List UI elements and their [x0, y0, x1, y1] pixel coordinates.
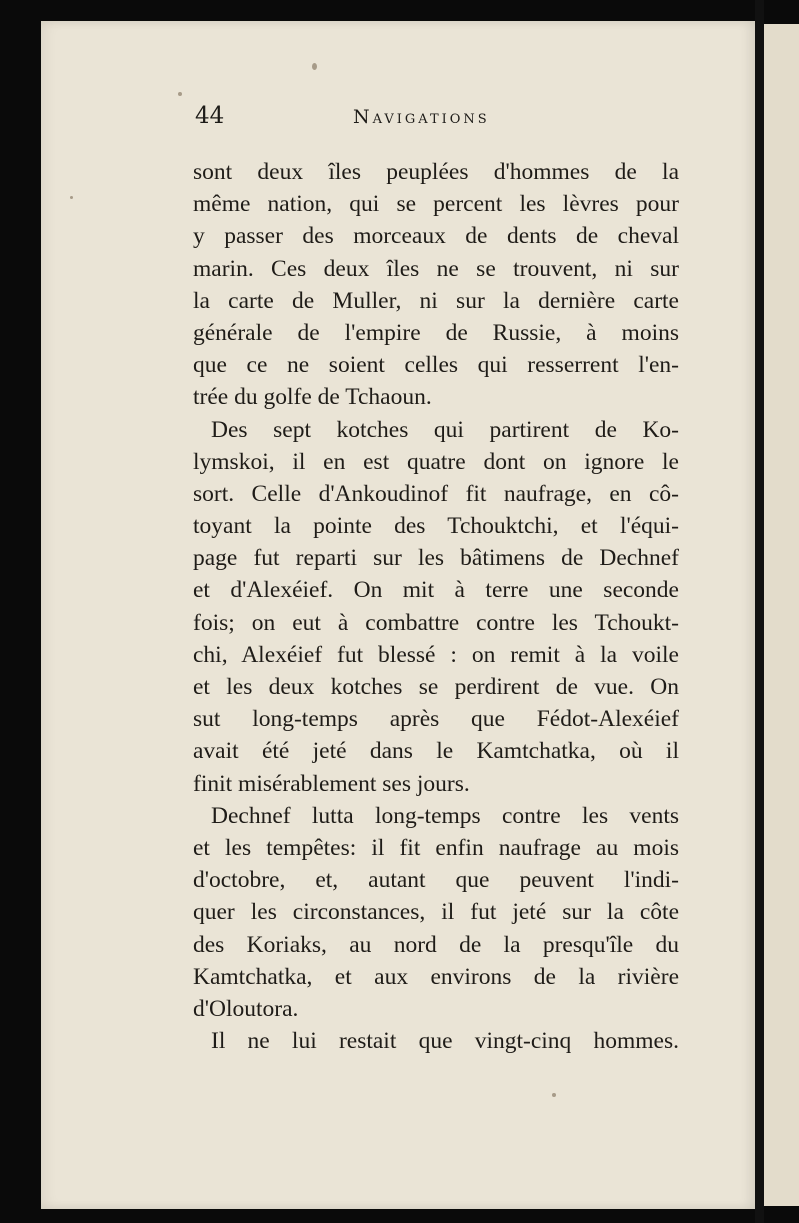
text-line: la carte de Muller, ni sur la dernière carte: [193, 287, 679, 314]
paper-speck: [70, 196, 73, 199]
text-line: des Koriaks, au nord de la presqu'île du: [193, 931, 679, 958]
running-title: Navigations: [353, 106, 490, 128]
text-line: quer les circonstances, il fut jeté sur la côte: [193, 899, 679, 926]
text-line: même nation, qui se percent les lèvres pour: [193, 191, 679, 218]
text-line: et les tempêtes: il fit enfin naufrage au mois: [193, 834, 679, 861]
text-line: toyant la pointe des Tchouktchi, et l'équi-: [193, 513, 679, 540]
text-line: sont deux îles peuplées d'hommes de la: [193, 159, 679, 185]
text-line: sort. Celle d'Ankoudinof fit naufrage, en cô-: [193, 480, 679, 507]
text-line: d'octobre, et, autant que peuvent l'indi-: [193, 867, 679, 894]
text-line: avait été jeté dans le Kamtchatka, où il: [193, 738, 679, 765]
text-line: d'Oloutora.: [193, 995, 299, 1022]
text-line: Kamtchatka, et aux environs de la rivière: [193, 963, 679, 990]
paragraph-first-line: Des sept kotches qui partirent de Ko-: [211, 416, 679, 443]
text-line: et d'Alexéief. On mit à terre une seconde: [193, 577, 679, 604]
text-line: trée du golfe de Tchaoun.: [193, 384, 432, 411]
paper-speck: [552, 1093, 556, 1097]
text-line: fois; on eut à combattre contre les Tchoukt-: [193, 609, 679, 636]
paper-speck: [312, 63, 317, 70]
body-text: [193, 156, 679, 1057]
page-header: [195, 103, 685, 137]
text-line: y passer des morceaux de dents de cheval: [193, 223, 679, 250]
next-page-edge: [764, 24, 799, 1206]
text-line: page fut reparti sur les bâtimens de Dechnef: [193, 545, 679, 572]
text-line: générale de l'empire de Russie, à moins: [193, 319, 679, 346]
text-line: sut long-temps après que Fédot-Alexéief: [193, 706, 679, 733]
page-number: 44: [195, 103, 225, 129]
text-line: marin. Ces deux îles ne se trouvent, ni sur: [193, 255, 679, 282]
text-line: finit misérablement ses jours.: [193, 770, 470, 797]
text-line: et les deux kotches se perdirent de vue. On: [193, 674, 679, 700]
text-line: lymskoi, il en est quatre dont on ignore le: [193, 448, 679, 475]
paper-speck: [178, 92, 182, 96]
paragraph-first-line: Il ne lui restait que vingt-cinq hommes.: [211, 1028, 679, 1055]
text-line: que ce ne soient celles qui resserrent l'en-: [193, 352, 679, 379]
text-line: chi, Alexéief fut blessé : on remit à la voile: [193, 641, 679, 668]
page-gutter: [755, 0, 764, 1223]
paragraph-first-line: Dechnef lutta long-temps contre les vents: [211, 802, 679, 829]
